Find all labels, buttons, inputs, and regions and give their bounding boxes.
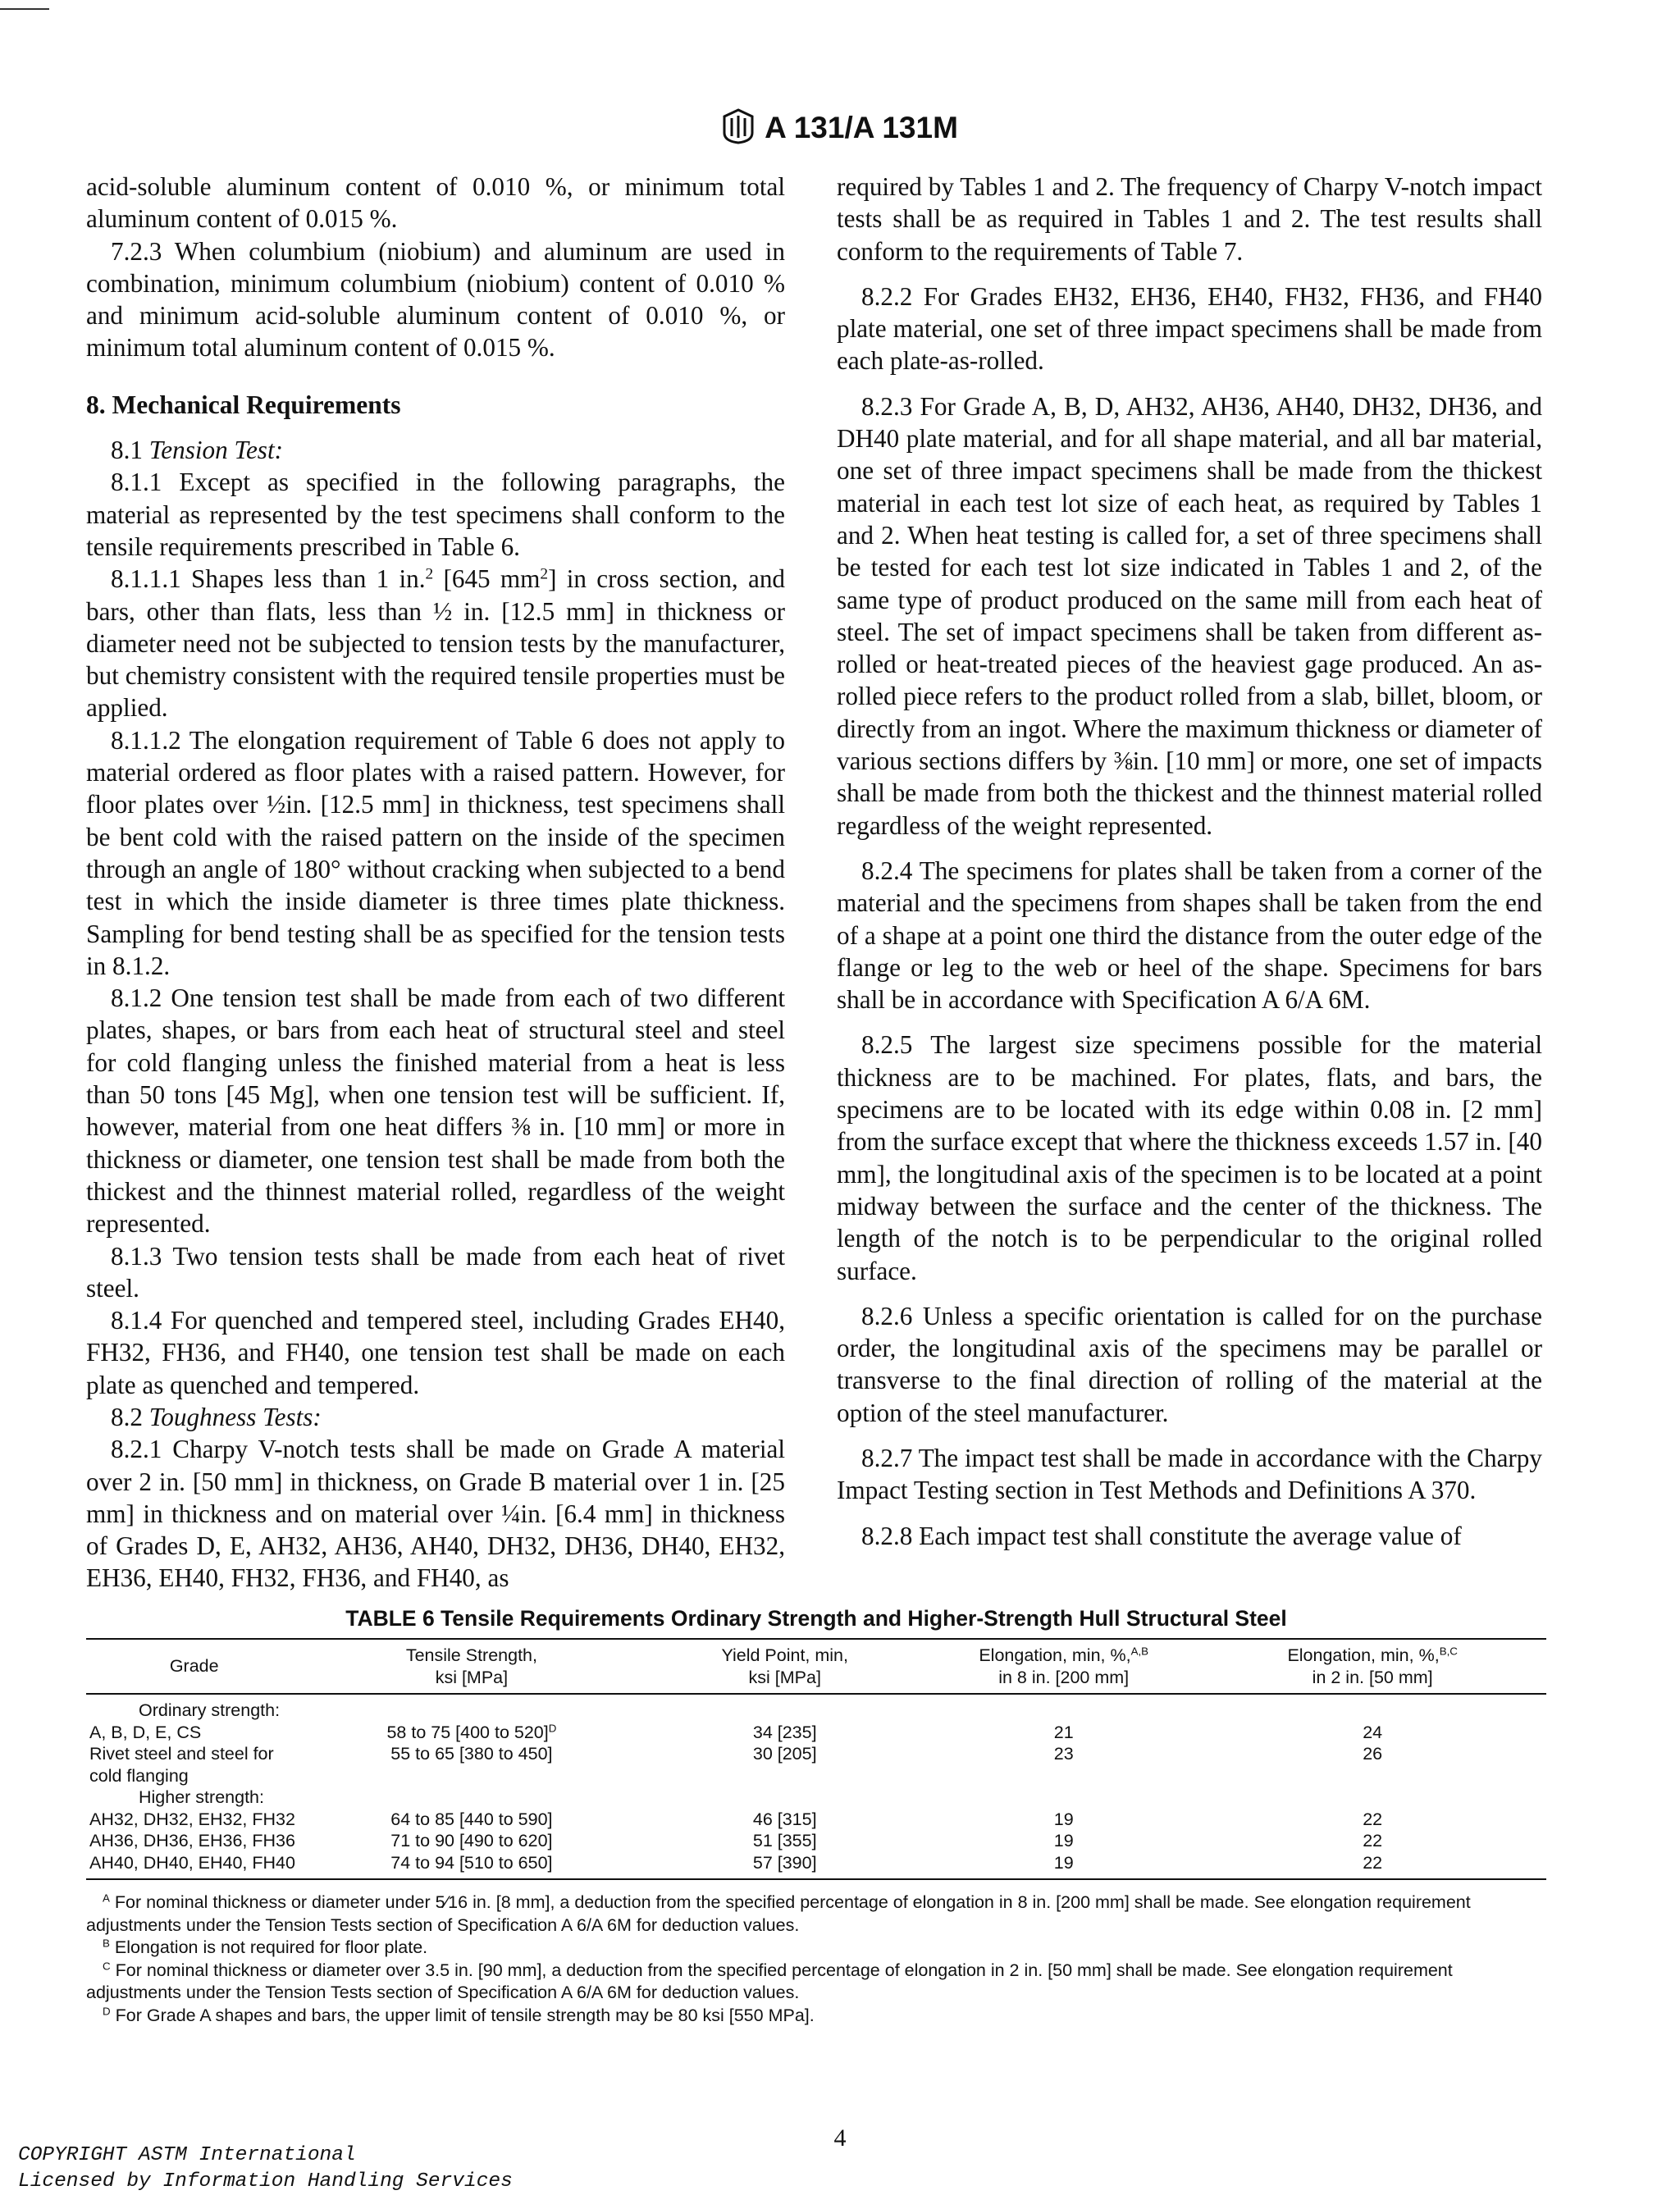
footnote-text: Elongation is not required for floor plate. (114, 1937, 428, 1957)
grade-cell: AH36, DH36, EH36, FH36 (89, 1831, 295, 1850)
elongation-8in-cell: 21 (1053, 1722, 1074, 1742)
footnote-ref: A,B (1130, 1645, 1149, 1658)
grade-cell: Rivet steel and steel for cold flanging (89, 1744, 274, 1786)
header-line: Elongation, min, %, (979, 1645, 1131, 1665)
paragraph: 8.2.1 Charpy V-notch tests shall be made on Grade A material over 2 in. [50 mm] in thickness, on Grade B material over 1 in. [25 mm] in thickness and on material over ¼in. [6.4 mm] in thickness of Grades D, E, AH32, AH36, AH40, DH32, DH36, DH40, EH32, EH36, EH40, FH32, FH36, and FH40, as (86, 1435, 785, 1593)
paragraph: 8.2.2 For Grades EH32, EH36, EH40, FH32, FH36, and FH40 plate material, one set of three impact specimens shall be made from each plate-as-rolled. (837, 281, 1542, 376)
section-label: Ordinary strength: (139, 1700, 281, 1720)
table-6 (86, 1606, 1546, 2027)
table-row (86, 1809, 1546, 1831)
table-row (86, 1722, 1546, 1744)
elongation-2in-cell: 24 (1363, 1722, 1383, 1742)
elongation-8in-cell: 23 (1053, 1744, 1074, 1764)
paragraph: 8.2.8 Each impact test shall constitute the average value of (861, 1521, 1462, 1550)
header-line: Yield Point, min, (721, 1645, 848, 1665)
column-header (86, 1639, 302, 1694)
copyright-footer (18, 2143, 513, 2195)
header-line: in 2 in. [50 mm] (1312, 1667, 1433, 1687)
paragraph: 8.1.1.2 The elongation requirement of Table 6 does not apply to material ordered as floor plates with a raised pattern. However, for floor plates over ½in. [12.5 mm] in thickness, test specimens shall be bent cold with the raised pattern on the inside of the specimen through an angle of 180° without cracking when subjected to a bend test in which the inside diameter is three times plate thickness. Sampling for bend testing shall be as specified for the tension tests in 8.1.2. (86, 725, 785, 980)
footnote-ref: B,C (1439, 1645, 1458, 1658)
section-row (86, 1787, 1546, 1809)
header-line: Grade (169, 1656, 219, 1677)
tensile-cell (302, 1809, 641, 1831)
header-line: in 8 in. [200 mm] (998, 1667, 1130, 1687)
column-header (929, 1639, 1198, 1694)
grade-cell: A, B, D, E, CS (89, 1722, 202, 1742)
subsection-number: 8.1 (111, 436, 143, 465)
subsection-heading (86, 1401, 785, 1433)
tensile-cell (302, 1830, 641, 1852)
column-header (1198, 1639, 1546, 1694)
paragraph: 8.1.3 Two tension tests shall be made from each heat of rivet steel. (86, 1241, 785, 1303)
grade-cell: AH40, DH40, EH40, FH40 (86, 1852, 302, 1880)
elongation-2in-cell: 22 (1198, 1852, 1546, 1880)
header-line: ksi [MPa] (748, 1667, 821, 1687)
tensile-cell (302, 1722, 641, 1744)
page-number: 4 (833, 2124, 847, 2152)
elongation-2in-cell: 22 (1363, 1831, 1383, 1850)
header-line: Elongation, min, %, (1287, 1645, 1440, 1665)
paragraph: 8.2.4 The specimens for plates shall be taken from a corner of the material and the specimens from shapes shall be taken from the end of a shape at a point one third the distance from the outer edge of the flange or leg to the web or heel of the shape. Specimens for bars shall be in accordance with Specification A 6/A 6M. (837, 856, 1542, 1015)
paragraph: 8.1.1 Except as specified in the following paragraphs, the material as represented by the test specimens shall conform to the tensile requirements prescribed in Table 6. (86, 468, 785, 561)
elongation-2in-cell: 26 (1363, 1744, 1383, 1764)
paragraph: 8.1.1.1 Shapes less than 1 in.$^2$ [645 $mm^2$] in cross section, and bars, other than flats, less than ½ in. [12.5 mm] in thickness or diameter need not be subjected to tension tests by the manufacturer, but chemistry consistent with the required tensile properties must be applied. (86, 564, 786, 723)
footnote-mark: A (103, 1892, 110, 1905)
tensile-requirements-table (86, 1638, 1546, 1880)
page-header (0, 108, 1680, 145)
paragraph: 8.1.2 One tension test shall be made from each of two different plates, shapes, or bars from each heat of structural steel and steel for cold flanging unless the finished material from a heat is less than 50 tons [45 Mg], when one tension test will be sufficient. If, however, material from one heat differs ⅜ in. [10 mm] or more in thickness or diameter, one tension test shall be made from both the thickest and the thinnest material rolled, regardless of the weight represented. (86, 983, 785, 1239)
paragraph: required by Tables 1 and 2. The frequency of Charpy V-notch impact tests shall be as required in Tables 1 and 2. The test results shall conform to the requirements of Table 7. (837, 172, 1542, 266)
copyright-line: COPYRIGHT ASTM International (18, 2144, 356, 2166)
elongation-8in-cell: 19 (929, 1852, 1198, 1880)
yield-cell: 57 [390] (641, 1852, 929, 1880)
subsection-heading (86, 434, 785, 466)
yield-cell: 51 [355] (752, 1831, 817, 1850)
grade-cell: AH32, DH32, EH32, FH32 (89, 1809, 295, 1829)
elongation-8in-cell: 19 (1053, 1831, 1074, 1850)
paragraph: 8.2.5 The largest size specimens possible for the material thickness are to be machined. For plates, flats, and bars, the specimens are to be located with its edge within 0.08 in. [2 mm] from the surface except that where the thickness exceeds 1.57 in. [40 mm], the longitudinal axis of the specimen is to be located at a point midway between the surface and the center of the thickness. The length of the notch is to be perpendicular to the original rolled surface. (837, 1030, 1542, 1285)
tensile-value: 64 to 85 [440 to 590] (390, 1809, 553, 1829)
yield-cell: 30 [205] (752, 1744, 817, 1764)
table-footnotes (86, 1892, 1546, 2027)
table-row (86, 1743, 1546, 1787)
footnote (86, 1960, 1546, 2005)
paragraph: 8.2.7 The impact test shall be made in accordance with the Charpy Impact Testing section in Test Methods and Definitions A 370. (837, 1443, 1542, 1505)
tensile-value: 55 to 65 [380 to 450] (390, 1744, 553, 1764)
tensile-cell (302, 1743, 641, 1787)
section-heading: 8. Mechanical Requirements (86, 390, 401, 419)
section-label: Higher strength: (139, 1787, 264, 1807)
paragraph: 8.2.3 For Grade A, B, D, AH32, AH36, AH40, DH32, DH36, and DH40 plate material, and for all shape material, and all bar material, one set of three impact specimens shall be made from the thickest material in each test lot size of each heat, as required by Tables 1 and 2. When heat testing is called for, a set of three specimens shall be tested for each test lot size indicated in Tables 1 and 2, of the same type of product produced on the same mill from each heat of steel. The set of impact specimens shall be taken from different as-rolled or heat-treated pieces of the heaviest gage produced. An as-rolled piece refers to the product rolled from a slab, billet, bloom, or directly from an ingot. Where the maximum thickness or diameter of various sections differs by ⅜in. [10 mm] or more, one set of impacts shall be made from both the thickest and the thinnest material rolled regardless of the weight represented. (837, 391, 1542, 840)
right-column (837, 171, 1542, 1552)
elongation-2in-cell: 22 (1363, 1809, 1383, 1829)
subsection-number: 8.2 (111, 1402, 143, 1431)
top-rule (0, 8, 49, 10)
footnote-mark: B (103, 1937, 110, 1950)
section-row (86, 1694, 1546, 1722)
astm-logo-icon (722, 108, 755, 144)
table-body (86, 1694, 1546, 1879)
column-header (302, 1639, 641, 1694)
header-line: ksi [MPa] (435, 1667, 509, 1687)
footnote-ref: D (548, 1722, 557, 1735)
paragraph: 7.2.3 When columbium (niobium) and aluminum are used in combination, minimum columbium (niobium) content of 0.010 % and minimum acid-soluble aluminum content of 0.010 %, or minimum total aluminum content of 0.015 %. (86, 236, 785, 363)
tensile-value: 74 to 94 [510 to 650] (390, 1852, 553, 1873)
paragraph: 8.1.4 For quenched and tempered steel, including Grades EH40, FH32, FH36, and FH40, one tension test shall be made on each plate as quenched and tempered. (86, 1306, 785, 1399)
tensile-value: 58 to 75 [400 to 520] (386, 1722, 549, 1742)
left-column (86, 171, 785, 1595)
column-header (641, 1639, 929, 1694)
footnote (86, 1937, 1546, 1960)
subsection-title: Tension Test: (148, 436, 283, 465)
paragraph: acid-soluble aluminum content of 0.010 %, or minimum total aluminum content of 0.015 %. (86, 172, 785, 234)
footnote (86, 2005, 1546, 2028)
footnote-mark: D (103, 2005, 111, 2018)
footnote-text: For nominal thickness or diameter under 5⁄16 in. [8 mm], a deduction from the specified percentage of elongation in 8 in. [200 mm] shall be made. See elongation requirement adjustments under the Tension Tests section of Specification A 6/A 6M for deduction values. (86, 1892, 1471, 1935)
tensile-cell (302, 1852, 641, 1880)
table-header-row (86, 1639, 1546, 1694)
document-id: A 131/A 131M (765, 111, 958, 144)
yield-cell: 34 [235] (752, 1722, 817, 1742)
paragraph: 8.2.6 Unless a specific orientation is called for on the purchase order, the longitudinal axis of the specimens may be parallel or transverse to the final direction of rolling of the material at the option of the steel manufacturer. (837, 1301, 1542, 1427)
header-line: Tensile Strength, (405, 1645, 537, 1665)
footnote-text: For Grade A shapes and bars, the upper limit of tensile strength may be 80 ksi [550 MPa]. (115, 2005, 815, 2025)
footnote (86, 1892, 1546, 1937)
footnote-mark: C (103, 1960, 111, 1973)
tensile-value: 71 to 90 [490 to 620] (390, 1831, 553, 1850)
table-title: TABLE 6 Tensile Requirements Ordinary Strength and Higher-Strength Hull Structural Steel (345, 1606, 1287, 1631)
subsection-title: Toughness Tests: (148, 1402, 322, 1431)
footnote-text: For nominal thickness or diameter over 3.5 in. [90 mm], a deduction from the specified percentage of elongation in 2 in. [50 mm] shall be made. See elongation requirement adjustments under the Tension Tests section of Specification A 6/A 6M for deduction values. (86, 1960, 1453, 2002)
table-row (86, 1852, 1546, 1880)
license-line: Licensed by Information Handling Services (18, 2170, 513, 2193)
elongation-8in-cell: 19 (1053, 1809, 1074, 1829)
table-row (86, 1830, 1546, 1852)
yield-cell: 46 [315] (752, 1809, 817, 1829)
